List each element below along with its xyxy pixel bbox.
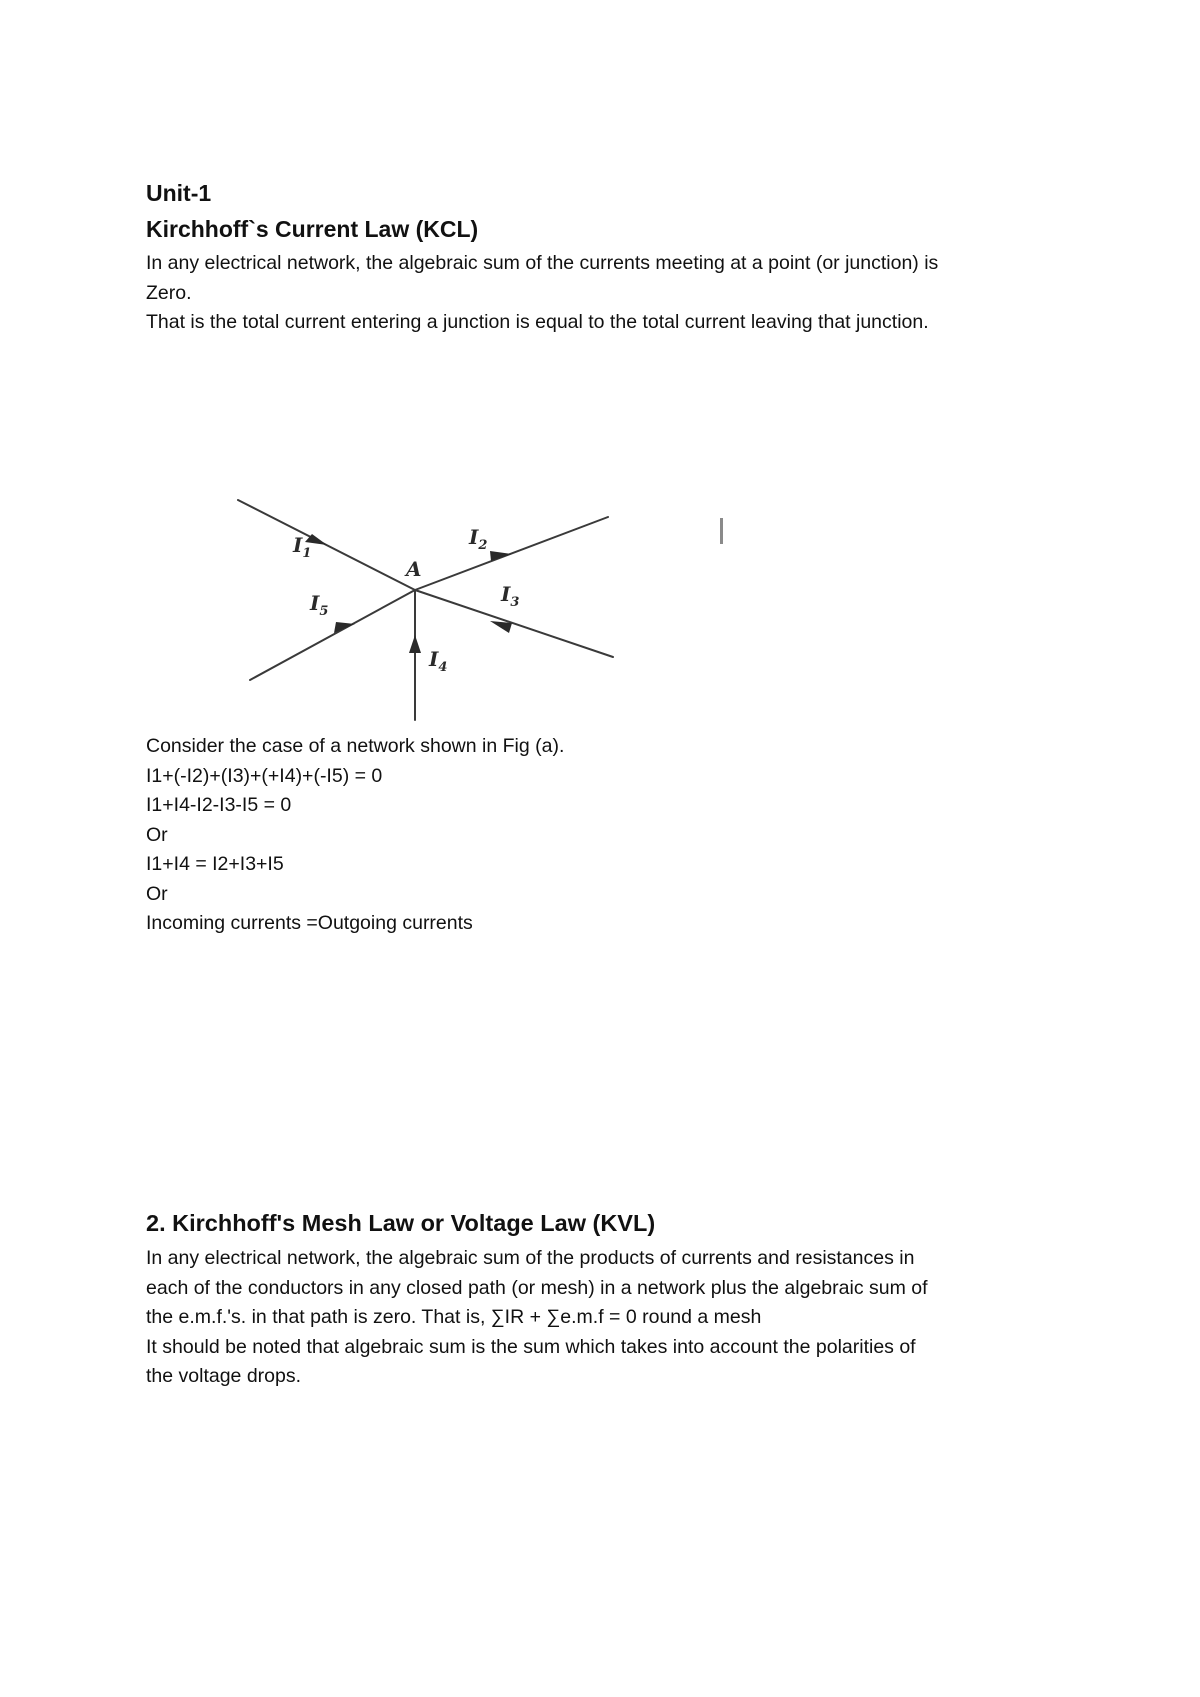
kcl-heading: Kirchhoff`s Current Law (KCL) [146, 216, 479, 242]
equation-line: Or [146, 882, 168, 905]
equation-line: I1+(-I2)+(I3)+(+I4)+(-I5) = 0 [146, 764, 383, 787]
kcl-equations [146, 732, 1076, 939]
unit-title: Unit-1 [146, 180, 212, 206]
branch-i1-line [238, 500, 415, 590]
kcl-junction-figure [225, 490, 625, 725]
current-label-i4: $I_4$ [429, 647, 448, 675]
current-label-i2: $I_2$ [469, 525, 488, 553]
kcl-line: Zero. [146, 281, 192, 304]
kvl-line: the voltage drops. [146, 1365, 302, 1387]
arrow-i3-icon [490, 621, 512, 633]
equation-line: Or [146, 823, 168, 846]
branch-i2-line [415, 517, 608, 590]
junction-diagram [225, 490, 625, 725]
current-label-i1: $I_1$ [293, 533, 312, 561]
text-cursor-mark [720, 518, 723, 544]
kcl-line: That is the total current entering a junction is equal to the total current leaving that junction. [146, 311, 929, 333]
branch-i5-line [250, 590, 415, 680]
current-label-i3: $I_3$ [501, 582, 520, 610]
kvl-line: the e.m.f.'s. in that path is zero. That is, ∑IR + ∑e.m.f = 0 round a mesh [146, 1306, 762, 1328]
equation-line: Incoming currents =Outgoing currents [146, 912, 473, 934]
kvl-line: In any electrical network, the algebraic sum of the products of currents and resistances in [146, 1247, 915, 1269]
kvl-heading: 2. Kirchhoff's Mesh Law or Voltage Law (KVL) [146, 1210, 656, 1236]
equation-line: I1+I4-I2-I3-I5 = 0 [146, 794, 292, 816]
kcl-line: In any electrical network, the algebraic sum of the currents meeting at a point (or junction) is [146, 252, 939, 274]
kcl-paragraph [146, 249, 1076, 338]
arrow-i4-icon [409, 635, 421, 653]
kvl-paragraph [146, 1244, 1076, 1392]
kvl-line: It should be noted that algebraic sum is the sum which takes into account the polarities of [146, 1335, 916, 1358]
current-label-i5: $I_5$ [310, 591, 329, 619]
junction-label: A [406, 557, 422, 581]
kvl-line: each of the conductors in any closed path (or mesh) in a network plus the algebraic sum of [146, 1276, 928, 1299]
equation-line: Consider the case of a network shown in Fig (a). [146, 735, 565, 757]
arrow-i2-icon [490, 551, 512, 561]
equation-line: I1+I4 = I2+I3+I5 [146, 853, 284, 875]
